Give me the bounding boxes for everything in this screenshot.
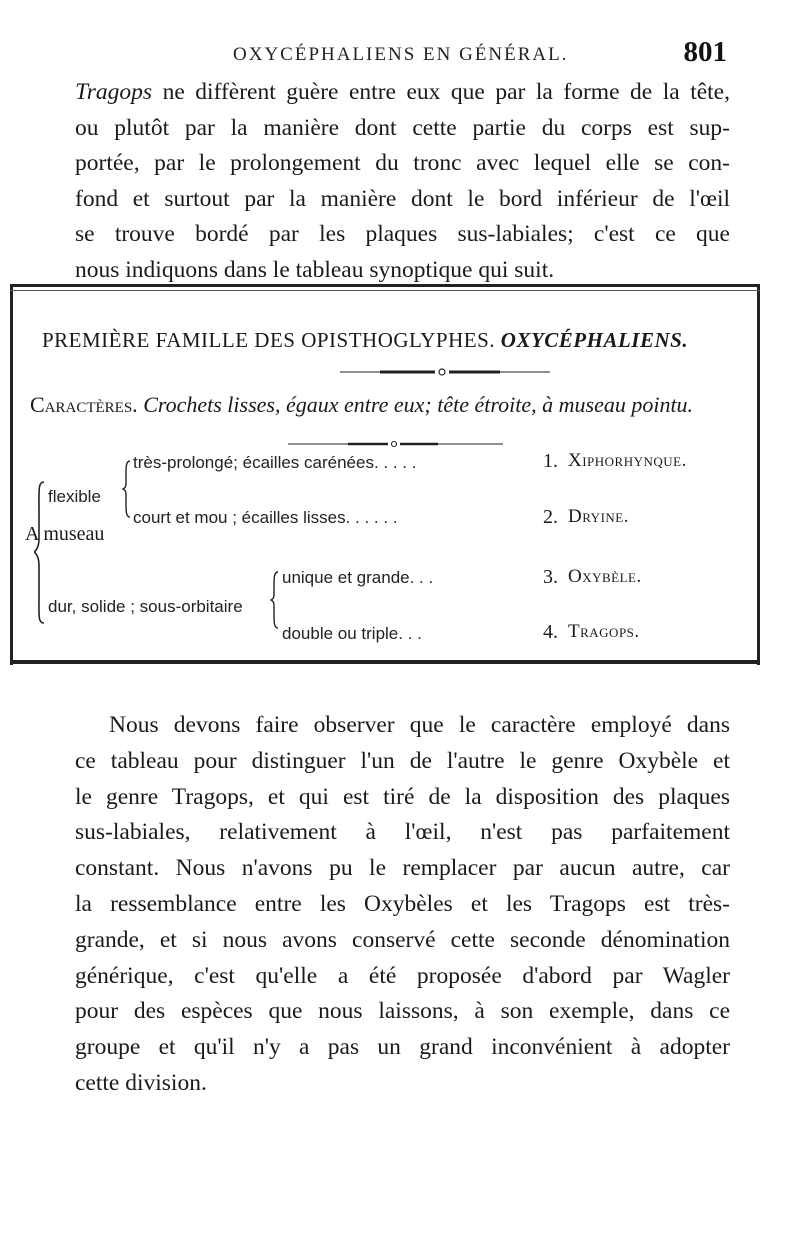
table-top-rule (10, 284, 760, 287)
key-row-3-number: 3. (543, 566, 558, 588)
paragraph-line: nous indiquons dans le tableau synoptique qui suit. (75, 256, 555, 283)
dur-brace-icon (270, 570, 280, 630)
key-root-label: A museau (25, 523, 105, 545)
paragraph-line: sus-labiales, relativement à l'œil, n'est pas parfaitement (75, 819, 730, 846)
family-title-text: PREMIÈRE FAMILLE DES OPISTHOGLYPHES. (42, 328, 496, 352)
root-brace-icon (34, 480, 46, 625)
intro-paragraph (75, 75, 730, 288)
paragraph-line: pour des espèces que nous laissons, à son exemple, dans ce (75, 998, 730, 1025)
key-row-2-number: 2. (543, 506, 558, 528)
paragraph-line: grande, et si nous avons conservé cette seconde dénomination (75, 926, 730, 953)
paragraph-line: groupe et qu'il n'y a pas un grand inconvénient à adopter (75, 1034, 730, 1061)
key-row-3-genus: Oxybèle. (568, 566, 642, 587)
characters-label: Caractères. (30, 392, 138, 417)
key-row-3-desc: unique et grande. . . (282, 568, 434, 587)
genus-name: Tragops (75, 79, 153, 105)
characters-line (30, 392, 760, 418)
table-bottom-rule (10, 660, 760, 664)
key-row-2-genus: Dryine. (568, 506, 629, 527)
branch-flexible: flexible (48, 487, 101, 506)
characters-text: Crochets lisses, égaux entre eux; tête étroite, à museau pointu. (143, 392, 694, 417)
running-title: OXYCÉPHALIENS EN GÉNÉRAL. (233, 44, 569, 65)
remark-paragraph (75, 708, 730, 1102)
paragraph-line: la ressemblance entre les Oxybèles et les Tragops est très- (75, 890, 730, 917)
branch-dur: dur, solide ; sous-orbitaire (48, 597, 243, 616)
key-row-4-number: 4. (543, 621, 558, 643)
key-row-1-number: 1. (543, 450, 558, 472)
key-row-1-desc: très-prolongé; écailles carénées. . . . . (133, 453, 417, 472)
line-text: ne diffèrent guère entre eux que par la forme de la tête, (152, 79, 730, 105)
family-name: OXYCÉPHALIENS. (500, 328, 689, 352)
paragraph-line: générique, c'est qu'elle a été proposée d'abord par Wagler (75, 962, 730, 989)
paragraph-line: se trouve bordé par les plaques sus-labiales; c'est ce que (75, 221, 730, 247)
paragraph-line: portée, par le prolongement du tronc avec lequel elle se con- (75, 150, 730, 176)
paragraph-line: ce tableau pour distinguer l'un de l'autre le genre Oxybèle et (75, 747, 730, 774)
ornament-rule-icon (340, 368, 550, 376)
table-top-rule-thin (10, 290, 760, 291)
key-row-2-desc: court et mou ; écailles lisses. . . . . . (133, 508, 398, 527)
family-title (42, 328, 762, 353)
paragraph-line: cette division. (75, 1069, 207, 1096)
paragraph-line: Nous devons faire observer que le caractère employé dans (109, 712, 730, 738)
paragraph-line: ou plutôt par la manière dont cette partie du corps est sup- (75, 114, 730, 141)
key-row-4-desc: double ou triple. . . (282, 624, 422, 643)
ornament-rule-icon (288, 440, 503, 448)
page-number: 801 (683, 36, 727, 68)
paragraph-line: fond et surtout par la manière dont le bord inférieur de l'œil (75, 185, 730, 212)
paragraph-line: le genre Tragops, et qui est tiré de la disposition des plaques (75, 783, 730, 810)
paragraph-line: constant. Nous n'avons pu le remplacer par aucun autre, car (75, 855, 730, 882)
key-row-1-genus: Xiphorhynque. (568, 450, 687, 471)
paragraph-line (75, 75, 730, 111)
flexible-brace-icon (122, 459, 132, 519)
key-row-4-genus: Tragops. (568, 621, 640, 642)
